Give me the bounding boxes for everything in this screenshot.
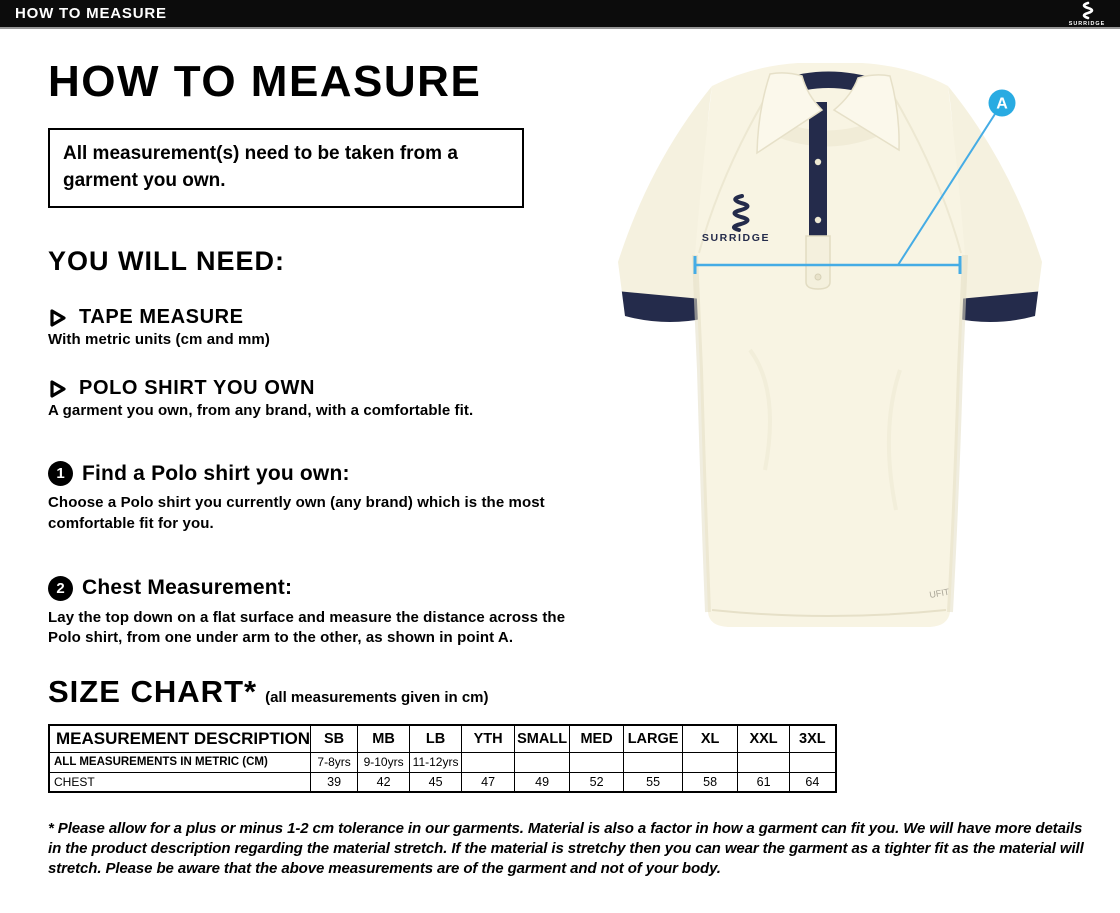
size-cell (738, 752, 790, 772)
size-chart-table (48, 724, 837, 793)
step-title: Find a Polo shirt you own: (82, 461, 350, 485)
size-cell: 64 (790, 772, 836, 792)
shirt-button (815, 274, 821, 280)
size-cell: 45 (410, 772, 462, 792)
need-item-description: With metric units (cm and mm) (48, 331, 270, 349)
size-table-header-row (49, 725, 836, 752)
measurement-note-box: All measurement(s) need to be taken from a garment you own. (48, 128, 524, 208)
column-header: MB (358, 725, 410, 752)
size-row-chest (49, 772, 836, 792)
shirt-button (815, 159, 821, 165)
column-header: YTH (462, 725, 515, 752)
point-a-label: A (996, 95, 1008, 113)
step-description: Choose a Polo shirt you currently own (any brand) which is the most comfortable fit for you. (48, 494, 545, 532)
play-triangle-icon (48, 308, 68, 328)
header-title: HOW TO MEASURE (15, 5, 167, 22)
surridge-logo-text: SURRIDGE (1068, 21, 1106, 27)
polo-shirt-image (600, 50, 1110, 650)
need-item-label: TAPE MEASURE (79, 306, 244, 329)
size-cell: 49 (515, 772, 570, 792)
column-header: LARGE (624, 725, 683, 752)
column-header: XL (683, 725, 738, 752)
size-cell (624, 752, 683, 772)
size-cell: 58 (683, 772, 738, 792)
size-cell (683, 752, 738, 772)
column-header: XXL (738, 725, 790, 752)
step-description: Lay the top down on a flat surface and measure the distance across the Polo shirt, from one under arm to the other, as shown in point A. (48, 608, 566, 647)
shirt-button (815, 217, 821, 223)
size-chart-subtitle: (all measurements given in cm) (265, 689, 489, 707)
size-chart-title: SIZE CHART* (48, 674, 258, 710)
column-header: SMALL (515, 725, 570, 752)
size-chart-heading (48, 674, 1098, 710)
column-header: MEASUREMENT DESCRIPTION (49, 725, 311, 752)
point-a-marker (989, 90, 1016, 117)
row-label: ALL MEASUREMENTS IN METRIC (CM) (49, 752, 311, 772)
shirt-brand-text: SURRIDGE (701, 232, 771, 244)
size-cell: 61 (738, 772, 790, 792)
header-bar (0, 0, 1120, 29)
size-cell (570, 752, 624, 772)
size-cell (515, 752, 570, 772)
size-cell: 39 (311, 772, 358, 792)
shirt-body (695, 63, 965, 627)
size-row-metric (49, 752, 836, 772)
column-header: LB (410, 725, 462, 752)
row-label: CHEST (49, 772, 311, 792)
shirt-hem-mark: UFIT (928, 586, 951, 600)
size-cell: 52 (570, 772, 624, 792)
step-number-badge: 2 (48, 576, 73, 601)
need-item-label: POLO SHIRT YOU OWN (79, 377, 315, 400)
size-cell: 55 (624, 772, 683, 792)
step-title: Chest Measurement: (82, 576, 293, 600)
page-title: HOW TO MEASURE (48, 57, 482, 106)
polo-shirt-figure (600, 50, 1110, 650)
column-header: MED (570, 725, 624, 752)
surridge-logo-icon (1061, 1, 1113, 27)
play-triangle-icon (48, 379, 68, 399)
step-number-badge: 1 (48, 461, 73, 486)
size-cell (790, 752, 836, 772)
size-cell: 11-12yrs (410, 752, 462, 772)
size-cell: 42 (358, 772, 410, 792)
column-header: SB (311, 725, 358, 752)
size-cell: 9-10yrs (358, 752, 410, 772)
column-header: 3XL (790, 725, 836, 752)
need-item-description: A garment you own, from any brand, with a comfortable fit. (48, 402, 474, 420)
size-cell (462, 752, 515, 772)
size-cell: 47 (462, 772, 515, 792)
you-will-need-heading: YOU WILL NEED: (48, 246, 286, 277)
size-cell: 7-8yrs (311, 752, 358, 772)
tolerance-footnote: * Please allow for a plus or minus 1-2 cm tolerance in our garments. Material is also a factor in how a garment can fit you. We will have more details in the product description regarding the material stretch. If the material is stretchy then you can wear the garment as a tighter fit as the material will stretch. Please be aware that the above measurements are of the garment and not of your body. (48, 820, 1084, 877)
